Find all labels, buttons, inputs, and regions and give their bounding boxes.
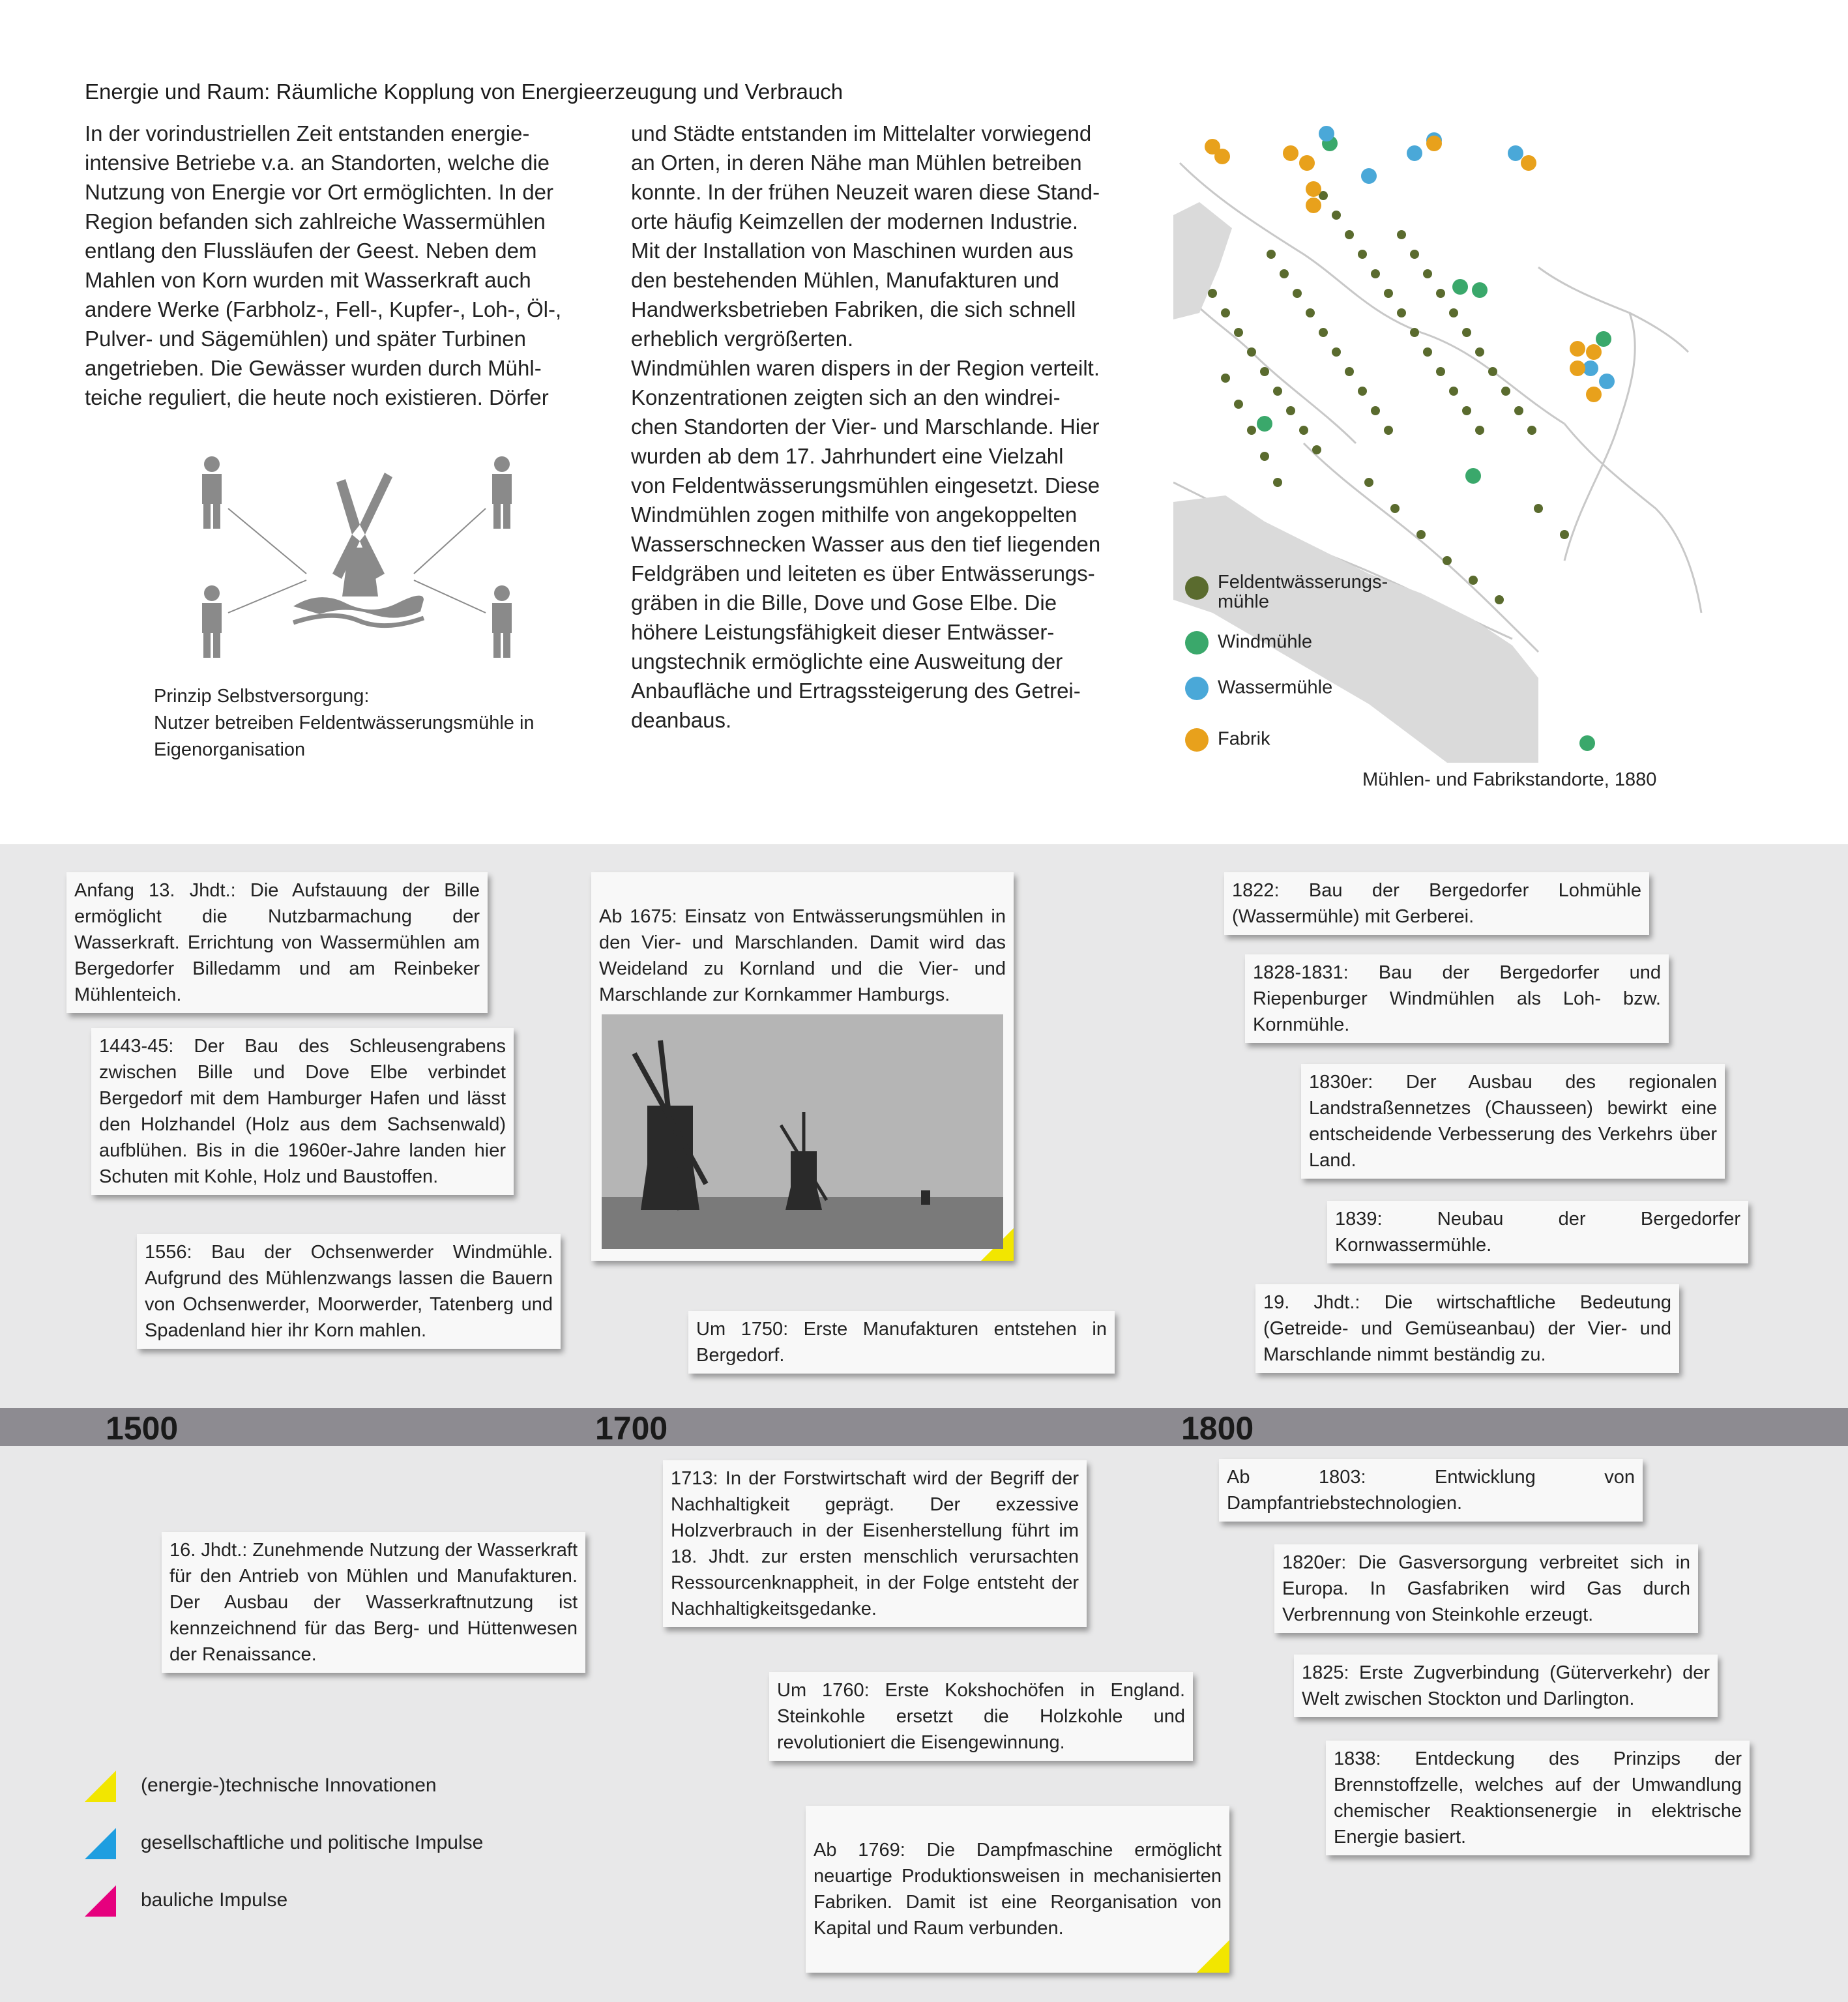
timeline-card (806, 1806, 1229, 1973)
self-supply-diagram (189, 443, 528, 658)
person-icon-top-left (202, 456, 222, 529)
mill-location-map (1173, 117, 1708, 763)
map-legend-item-windmill: Windmühle (1185, 631, 1312, 655)
person-icon-top-right (492, 456, 512, 529)
blue-triangle-icon (85, 1828, 116, 1859)
year-label-1800: 1800 (1181, 1410, 1254, 1447)
timeline-card: 1556: Bau der Ochsenwerder Windmühle. Aufgrund des Mühlenzwangs lassen die Bauern von Ochsenwerder, Moorwerder, Tatenberg und Spadenland hier ihr Korn mahlen. (137, 1234, 561, 1349)
timeline-card: 1838: Entdeckung des Prinzips der Brennstoffzelle, welches auf der Umwandlung chemischer Reaktionsenergie in elektrische Energie basiert. (1326, 1741, 1750, 1855)
water-waves-icon (293, 596, 424, 618)
legend-item-social: gesellschaftliche und politische Impulse (85, 1828, 483, 1859)
yellow-triangle-icon (85, 1771, 116, 1802)
map-caption: Mühlen- und Fabrikstandorte, 1880 (1362, 769, 1657, 790)
timeline-card: Ab 1803: Entwicklung von Dampfantriebstechnologien. (1219, 1459, 1643, 1522)
timeline-card: 1839: Neubau der Bergedorfer Kornwassermühle. (1327, 1201, 1748, 1263)
legend-item-technical: (energie-)technische Innovationen (85, 1771, 437, 1802)
timeline-card: Anfang 13. Jhdt.: Die Aufstauung der Bille ermöglicht die Nutzbarmachung der Wasserkraft. Errichtung von Wassermühlen am Bergedorfer Billedamm und am Reinbeker Mühlenteich. (66, 872, 488, 1013)
windmill-icon (332, 473, 392, 596)
timeline-card: Um 1750: Erste Manufakturen entstehen in Bergedorf. (688, 1311, 1115, 1374)
intro-paragraph-1: In der vorindustriellen Zeit entstanden energie- intensive Betriebe v.a. an Standorten, welche die Nutzung von Energie vor Ort ermöglichten. In der Region befanden sich zahlreiche Wassermühlen entlang den Flussläufen der Geest. Neben dem Mahlen von Korn wurden mit Wasserkraft auch andere Werke (Farbholz-, Fell-, Kupfer-, Loh-, Öl-, Pulver- und Sägemühlen) und später Turbinen angetrieben. Die Gewässer wurden durch Mühl- teiche reguliert, die heute noch existieren. Dörfer (85, 121, 562, 409)
timeline-card: 1822: Bau der Bergedorfer Lohmühle (Wassermühle) mit Gerberei. (1224, 872, 1649, 935)
person-icon-bottom-right (492, 585, 512, 658)
map-legend-item-watermill: Wassermühle (1185, 677, 1332, 700)
timeline-card: Um 1760: Erste Kokshochöfen in England. Steinkohle ersetzt die Holzkohle und revolutioniert die Eisengewinnung. (769, 1672, 1193, 1761)
timeline-card: 19. Jhdt.: Die wirtschaftliche Bedeutung (Getreide- und Gemüseanbau) der Vier- und Marschlande nimmt beständig zu. (1255, 1284, 1679, 1373)
map-legend-item-factory: Fabrik (1185, 728, 1270, 752)
watermill-icon (1185, 677, 1209, 700)
timeline-card: 1830er: Der Ausbau des regionalen Landstraßennetzes (Chausseen) bewirkt eine entscheidende Verbesserung des Verkehrs über Land. (1301, 1064, 1725, 1179)
magenta-triangle-icon (85, 1885, 116, 1917)
timeline-card: 1713: In der Forstwirtschaft wird der Begriff der Nachhaltigkeit geprägt. Der exzessive Holzverbrauch in der Eisenherstellung führt im 18. Jhdt. zur ersten menschlich verursachten Ressourcenknappheit, in der Folge entsteht der Nachhaltigkeitsgedanke. (663, 1460, 1087, 1627)
timeline-card: 16. Jhdt.: Zunehmende Nutzung der Wasserkraft für den Antrieb von Mühlen und Manufakturen. Der Ausbau der Wasserkraftnutzung ist kennzeichnend für das Berg- und Hüttenwesen der Renaissance. (162, 1532, 585, 1673)
page-title: Energie und Raum: Räumliche Kopplung von Energieerzeugung und Verbrauch (85, 80, 843, 104)
intro-paragraph-2: und Städte entstanden im Mittelalter vorwiegend an Orten, in deren Nähe man Mühlen betreiben konnte. In der frühen Neuzeit waren diese Stand- orte häufig Keimzellen der modernen Industrie. Mit der Installation von Maschinen wurden aus den bestehenden Mühlen, Manufakturen und Handwerksbetrieben Fabriken, die sich schnell erheblich vergrößerten. Windmühlen waren dispers in der Region verteilt. Konzentrationen zeigten sich an den windrei- chen Standorten der Vier- und Marschlande. Hier wurden ab dem 17. Jahrhundert eine Vielzahl von Feldentwässerungsmühlen eingesetzt. Diese Windmühlen zogen mithilfe von angekoppelten Wasserschnecken Wasser aus den tief liegenden Feldgräben und leiteten es über Entwässerungs- gräben in die Bille, Dove und Gose Elbe. Die höhere Leistungsfähigkeit dieser Entwässer- ungstechnik ermöglichte eine Ausweitung der Anbaufläche und Ertragssteigerung des Getrei- deanbaus. (631, 121, 1101, 732)
legend-item-building: bauliche Impulse (85, 1885, 287, 1917)
field-drainage-mill-icon (1185, 576, 1209, 600)
windmill-icon (1185, 631, 1209, 655)
timeline-card-text: Ab 1769: Die Dampfmaschine ermöglicht neuartige Produktionsweisen in mechanisierten Fabriken. Damit ist eine Reorganisation von Kapital und Raum verbunden. (814, 1840, 1222, 1939)
elbe-river-area (1173, 495, 1538, 763)
timeline-bar (0, 1408, 1848, 1446)
person-icon-bottom-left (202, 585, 222, 658)
timeline-card: 1443-45: Der Bau des Schleusengrabens zwischen Bille und Dove Elbe verbindet Bergedorf mit dem Hamburger Hafen und lässt den Holzhandel (Holz aus dem Sachsenwald) aufblühen. Bis in die 1960er-Jahre landen hier Schuten mit Kohle, Holz und Baustoffen. (91, 1028, 514, 1195)
timeline-card: 1828-1831: Bau der Bergedorfer und Riepenburger Windmühlen als Loh- bzw. Kornmühle. (1245, 954, 1669, 1043)
timeline-card-text: Ab 1675: Einsatz von Entwässerungsmühlen in den Vier- und Marschlanden. Damit wird das Weideland zu Kornland und die Vier- und Marschlande zur Kornkammer Hamburgs. (599, 906, 1006, 1005)
timeline-card: 1820er: Die Gasversorgung verbreitet sich in Europa. In Gasfabriken wird Gas durch Verbrennung von Steinkohle erzeugt. (1274, 1544, 1698, 1633)
year-label-1500: 1500 (106, 1410, 179, 1447)
self-supply-caption: Prinzip Selbstversorgung: Nutzer betreiben Feldentwässerungsmühle in Eigenorganisation (154, 686, 535, 760)
factory-icon (1185, 728, 1209, 752)
year-label-1700: 1700 (595, 1410, 668, 1447)
windmills-photo (602, 1014, 1003, 1249)
map-legend-item-drainage: Feldentwässerungs- mühle (1185, 572, 1388, 611)
timeline-card: 1825: Erste Zugverbindung (Güterverkehr) der Welt zwischen Stockton und Darlington. (1294, 1655, 1718, 1717)
innovation-marker-icon (1197, 1940, 1229, 1973)
